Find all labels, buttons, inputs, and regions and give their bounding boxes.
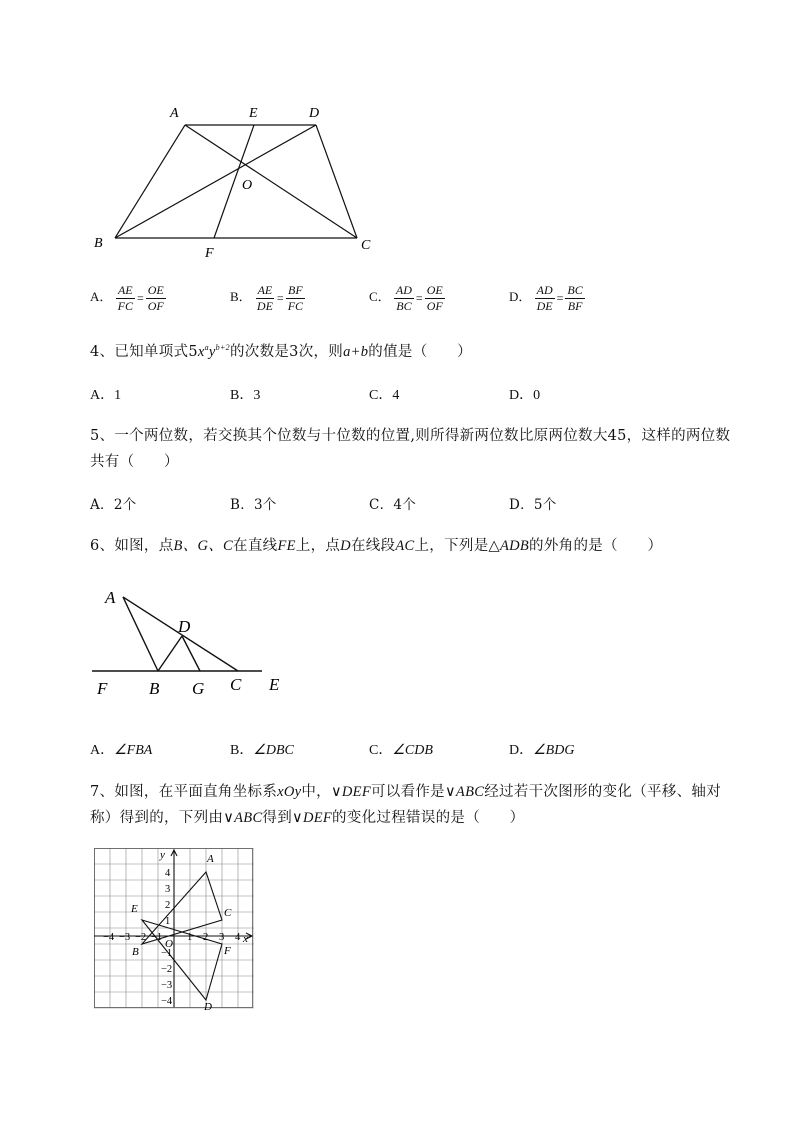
label-B: B <box>132 946 139 958</box>
x-tick-label: 1 <box>187 932 193 943</box>
x-tick-label: −1 <box>151 932 163 943</box>
label-D: D <box>309 106 320 121</box>
label-B: B <box>94 236 103 251</box>
label-F: F <box>97 679 108 698</box>
label-E: E <box>249 106 258 121</box>
label-B: B <box>149 679 160 698</box>
label-C: C <box>361 238 371 253</box>
x-tick-label: −4 <box>103 932 115 943</box>
label-D: D <box>204 1001 212 1010</box>
q4-option-b[interactable]: B．3 <box>230 388 261 403</box>
origin-label: O <box>165 938 173 950</box>
label-E: E <box>131 903 138 915</box>
label-C: C <box>230 675 242 694</box>
y-tick-label: −3 <box>161 980 173 991</box>
q7-stem-line1: 7、如图，在平面直角坐标系xOy中，∨DEF可以看作是∨ABC经过若干次图形的变化（平移、轴对 <box>90 784 722 800</box>
label-A: A <box>170 106 179 121</box>
q4-stem: 4、已知单项式$5x^ay^{b+2}$的次数是3次，则a+b的值是（ ） <box>90 343 472 360</box>
y-tick-label: −4 <box>161 996 173 1007</box>
coordinate-grid-figure <box>94 848 254 1010</box>
q3-option-a[interactable]: A． $\frac{AE}{FC}$ = $\frac{OE}{OF}$ <box>90 283 164 313</box>
q5-stem-line2: 共有（ ） <box>90 454 179 470</box>
x-tick-label: 4 <box>235 932 241 943</box>
q6-option-c[interactable]: C．∠CDB <box>369 743 433 758</box>
q5-stem-line1: 5、一个两位数，若交换其个位数与十位数的位置,则所得新两位数比原两位数大45，这样的两位数 <box>90 428 731 444</box>
label-F: F <box>224 945 231 957</box>
y-tick-label: −2 <box>161 964 173 975</box>
label-C: C <box>224 907 232 919</box>
q5-option-a[interactable]: A．2个 <box>90 497 137 513</box>
axis-y-label: y <box>160 849 165 861</box>
trapezoid-figure <box>80 95 400 265</box>
q5-option-d[interactable]: D．5个 <box>509 497 557 513</box>
x-tick-label: −3 <box>119 932 131 943</box>
triangle-figure <box>88 580 298 705</box>
q6-stem: 6、如图，点B、G、C在直线FE上，点D在线段AC上，下列是△ADB的外角的是（ ） <box>90 538 663 554</box>
y-tick-label: 1 <box>165 916 171 927</box>
y-tick-label: 3 <box>165 884 171 895</box>
x-tick-label: −2 <box>135 932 147 943</box>
label-A: A <box>105 588 116 607</box>
q3-option-d[interactable]: D． $\frac{AD}{DE}$ = $\frac{BC}{BF}$ <box>509 283 583 313</box>
q6-option-b[interactable]: B．∠DBC <box>230 743 294 758</box>
x-tick-label: 2 <box>203 932 209 943</box>
label-D: D <box>178 617 191 636</box>
q5-option-c[interactable]: C．4个 <box>369 497 417 513</box>
q6-option-d[interactable]: D．∠BDG <box>509 743 575 758</box>
axis-x-label: x <box>243 933 248 945</box>
label-A: A <box>207 853 214 865</box>
y-tick-label: 4 <box>165 868 171 879</box>
label-O: O <box>242 178 253 193</box>
q3-option-c[interactable]: C． $\frac{AD}{BC}$ = $\frac{OE}{OF}$ <box>369 283 443 313</box>
q4-option-d[interactable]: D．0 <box>509 388 541 403</box>
q6-option-a[interactable]: A．∠FBA <box>90 743 153 758</box>
label-F: F <box>205 246 214 261</box>
label-E: E <box>269 675 280 694</box>
x-tick-label: 3 <box>219 932 225 943</box>
label-G: G <box>192 679 205 698</box>
q3-option-b[interactable]: B． $\frac{AE}{DE}$ = $\frac{BF}{FC}$ <box>230 283 304 313</box>
q4-option-c[interactable]: C．4 <box>369 388 400 403</box>
q5-option-b[interactable]: B．3个 <box>230 497 277 513</box>
q4-option-a[interactable]: A．1 <box>90 388 122 403</box>
q7-stem-line2: 称）得到的，下列由∨ABC得到∨DEF的变化过程错误的是（ ） <box>90 810 525 826</box>
y-tick-label: −1 <box>161 948 173 959</box>
y-tick-label: 2 <box>165 900 171 911</box>
